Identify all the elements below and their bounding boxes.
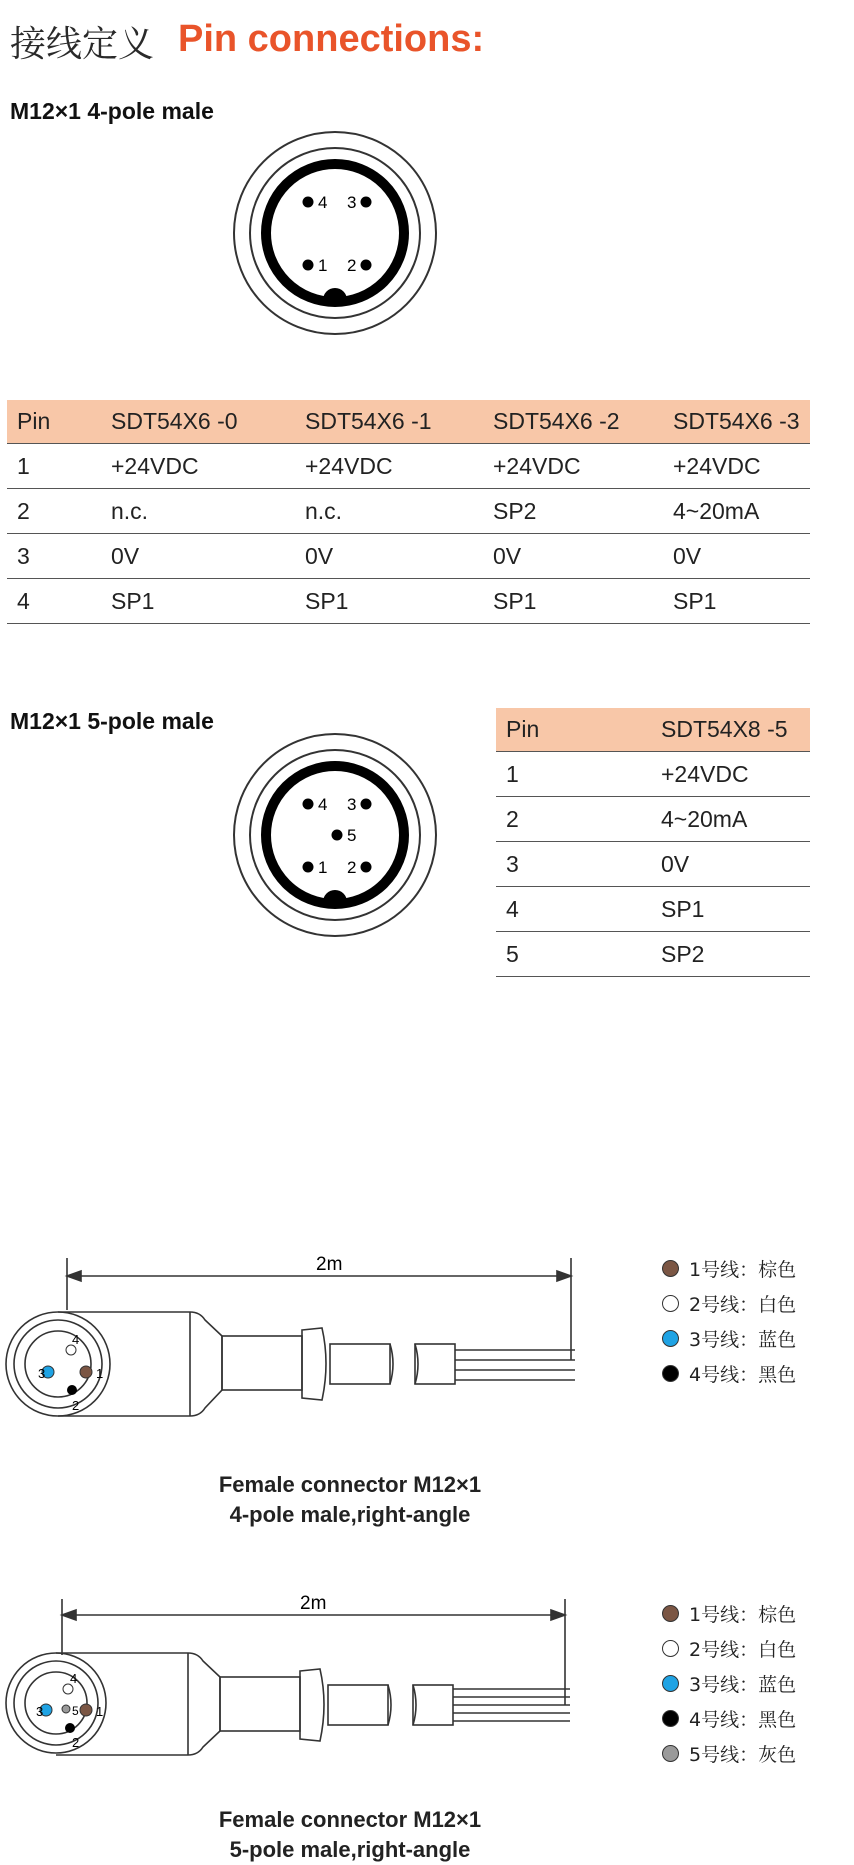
pin-1-brown [80,1366,92,1378]
table-cell: +24VDC [651,752,810,797]
table-cell: 3 [7,534,101,579]
page-title: Pin connections: [178,18,485,60]
cable-4-pole-drawing [0,1240,600,1430]
legend-item [662,1705,796,1729]
brown-dot-icon [662,1605,679,1622]
pin-3-dot [361,799,372,810]
connector-4-pole-diagram [230,128,440,338]
pin-4-dot [303,197,314,208]
table-cell: SP2 [651,932,810,977]
table-cell: +24VDC [663,444,810,489]
caption-line-1: Female connector M12×1 [218,1472,482,1497]
caption-line-2: 5-pole male,right-angle [229,1837,471,1862]
cable-pin-label-3: 3 [38,1366,46,1381]
strain-relief [300,1669,324,1741]
cable-4-caption [140,1470,560,1530]
pin-3-dot [361,197,372,208]
pin-4-dot [303,799,314,810]
cable-jacket-right [415,1344,455,1384]
table-cell: 2 [7,489,101,534]
table-row [496,752,810,797]
pin-2-dot [361,862,372,873]
connector-head-middle [14,1320,102,1408]
table-row [7,444,810,489]
table-row [7,489,810,534]
pin-1-dot [303,260,314,271]
arrow-right [551,1610,565,1620]
legend-item [662,1360,796,1384]
gray-dot-icon [662,1745,679,1762]
pin-label-2: 2 [347,858,357,877]
connector-head-middle [14,1661,98,1745]
table-cell: 4 [7,579,101,624]
coding-key [323,890,347,902]
pin-label-3: 3 [347,795,357,814]
cable-pin-label-5: 5 [72,1704,79,1718]
table-cell: 4~20mA [651,797,810,842]
connector-head-inner [25,1331,91,1397]
pin-1-brown [80,1704,92,1716]
cable-pin-label-4: 4 [72,1332,80,1347]
pin-2-black [65,1723,75,1733]
table-cell: 1 [496,752,651,797]
cable-5-caption [140,1805,560,1865]
connector-head-outer [6,1653,106,1753]
table-cell: SP1 [295,579,483,624]
pin-label-3: 3 [347,193,357,212]
table-cell: +24VDC [101,444,295,489]
table-row [7,579,810,624]
white-dot-icon [662,1640,679,1657]
table-cell: SP1 [483,579,663,624]
table-cell: 5 [496,932,651,977]
table-cell: SP1 [663,579,810,624]
body-section [222,1336,302,1390]
table-cell: 4 [496,887,651,932]
table-cell: 0V [483,534,663,579]
table-cell: 0V [651,842,810,887]
black-dot-icon [662,1365,679,1382]
table-cell: n.c. [101,489,295,534]
table-cell: 3 [496,842,651,887]
pin-label-1: 1 [318,858,328,877]
cable-5-pole-drawing [0,1585,600,1775]
cable-jacket-right [413,1685,453,1725]
inner-thick-ring [266,164,404,302]
table-cell: SP1 [651,887,810,932]
caption-line-1: Female connector M12×1 [218,1807,482,1832]
table-cell: 0V [663,534,810,579]
table-cell: 0V [101,534,295,579]
column-header: SDT54X6 -3 [663,400,810,444]
table-cell: 0V [295,534,483,579]
legend-label: 2号线：白色 [689,1639,797,1661]
pin-label-4: 4 [318,193,328,212]
legend-label: 3号线：蓝色 [689,1674,797,1696]
pin-table-4-pole [7,400,810,624]
arrow-left [67,1271,81,1281]
body-section [220,1677,300,1731]
length-label: 2m [316,1254,343,1275]
legend-label: 4号线：黑色 [689,1364,797,1386]
table-cell: SP1 [101,579,295,624]
length-label: 2m [300,1593,327,1614]
caption-line-2: 4-pole male,right-angle [229,1502,471,1527]
arrow-right [557,1271,571,1281]
column-header: SDT54X6 -2 [483,400,663,444]
legend-label: 1号线：棕色 [689,1604,797,1626]
table-row [7,534,810,579]
cable-pin-label-4: 4 [70,1671,78,1686]
pin-label-2: 2 [347,256,357,275]
pin-1-dot [303,862,314,873]
table-header-row [7,400,810,444]
black-dot-icon [662,1710,679,1727]
table-cell: SP2 [483,489,663,534]
table-row [496,842,810,887]
table-cell: 1 [7,444,101,489]
column-header: SDT54X6 -1 [295,400,483,444]
legend-label: 1号线：棕色 [689,1259,797,1281]
table-row [496,797,810,842]
cable-pin-label-2: 2 [72,1735,80,1750]
pin-5-dot [332,830,343,841]
arrow-left [62,1610,76,1620]
cable-jacket-left [330,1344,390,1384]
cable-pin-label-1: 1 [96,1704,104,1719]
brown-dot-icon [662,1260,679,1277]
page-title-chinese: 接线定义 [10,24,155,65]
blue-dot-icon [662,1675,679,1692]
legend-item [662,1325,796,1349]
column-header: SDT54X8 -5 [651,708,810,752]
strain-relief [302,1328,326,1400]
legend-item [662,1740,796,1764]
connector-head-inner [25,1672,87,1734]
legend-item [662,1600,796,1624]
cable-pin-label-2: 2 [72,1398,80,1413]
legend-item [662,1255,796,1279]
blue-dot-icon [662,1330,679,1347]
legend-item [662,1290,796,1314]
pin-2-black [67,1385,77,1395]
pin-label-4: 4 [318,795,328,814]
subtitle-5-pole: M12×1 5-pole male [10,708,214,734]
connector-head-outer [6,1312,110,1416]
cable-pin-label-1: 1 [96,1366,104,1381]
pin-label-5: 5 [347,826,357,845]
coding-key [323,288,347,300]
table-row [496,932,810,977]
pin-2-dot [361,260,372,271]
subtitle-4-pole: M12×1 4-pole male [10,98,214,124]
legend-item [662,1635,796,1659]
legend-label: 3号线：蓝色 [689,1329,797,1351]
pin-table-5-pole [496,708,810,977]
column-header: Pin [7,400,101,444]
table-cell: +24VDC [295,444,483,489]
legend-label: 2号线：白色 [689,1294,797,1316]
legend-label: 4号线：黑色 [689,1709,797,1731]
table-cell: 2 [496,797,651,842]
table-header-row [496,708,810,752]
table-row [496,887,810,932]
column-header: Pin [496,708,651,752]
legend-item [662,1670,796,1694]
table-cell: +24VDC [483,444,663,489]
cable-pin-label-3: 3 [36,1704,44,1719]
wire-color-legend-4 [662,1255,842,1395]
pin-5-gray [62,1705,70,1713]
cable-jacket-left [328,1685,388,1725]
legend-label: 5号线：灰色 [689,1744,797,1766]
white-dot-icon [662,1295,679,1312]
table-cell: n.c. [295,489,483,534]
pin-label-1: 1 [318,256,328,275]
wire-color-legend-5 [662,1600,842,1775]
table-cell: 4~20mA [663,489,810,534]
column-header: SDT54X6 -0 [101,400,295,444]
connector-5-pole-diagram [230,730,440,940]
